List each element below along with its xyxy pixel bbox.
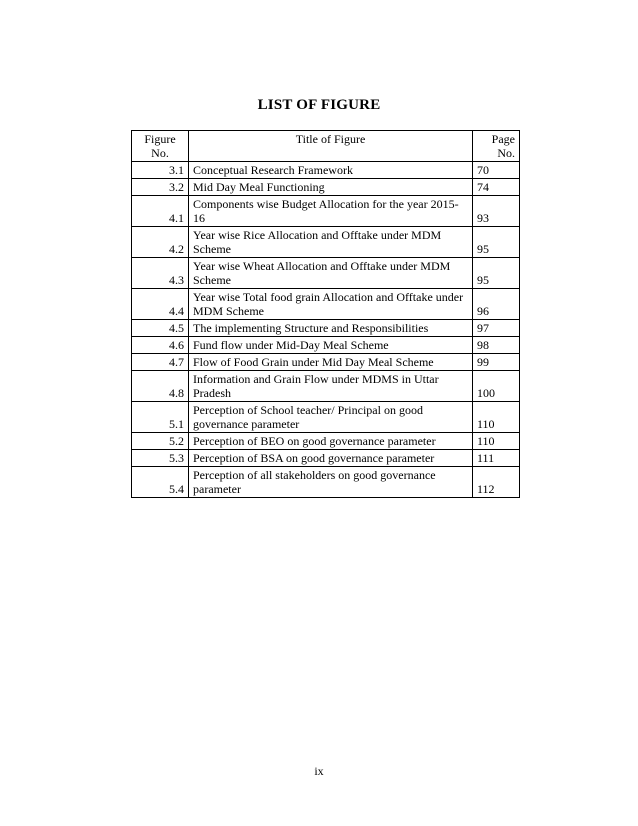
- figure-page: 111: [473, 450, 520, 467]
- figure-title: Mid Day Meal Functioning: [189, 179, 473, 196]
- table-row: [132, 450, 520, 467]
- figure-number: 5.1: [132, 402, 189, 433]
- header-figure-no: [132, 131, 189, 162]
- header-page-no-line2: No.: [497, 146, 515, 160]
- figure-page: 98: [473, 337, 520, 354]
- table-row: [132, 467, 520, 498]
- figure-number: 4.4: [132, 289, 189, 320]
- table-row: [132, 337, 520, 354]
- figure-page: 95: [473, 258, 520, 289]
- table-row: [132, 289, 520, 320]
- figure-title: Year wise Wheat Allocation and Offtake under MDM Scheme: [189, 258, 473, 289]
- figure-title: Perception of BEO on good governance parameter: [189, 433, 473, 450]
- figure-number: 4.6: [132, 337, 189, 354]
- figure-number: 3.2: [132, 179, 189, 196]
- page-title: LIST OF FIGURE: [257, 97, 381, 113]
- figure-page: 100: [473, 371, 520, 402]
- header-page-no: [473, 131, 520, 162]
- header-page-no-line1: Page: [491, 132, 515, 146]
- figure-number: 4.2: [132, 227, 189, 258]
- figure-list-table: [131, 130, 520, 498]
- figure-number: 4.5: [132, 320, 189, 337]
- figure-number: 5.4: [132, 467, 189, 498]
- table-row: [132, 162, 520, 179]
- figure-title: Fund flow under Mid-Day Meal Scheme: [189, 337, 473, 354]
- table-row: [132, 402, 520, 433]
- figure-page: 112: [473, 467, 520, 498]
- figure-page: 99: [473, 354, 520, 371]
- table-row: [132, 320, 520, 337]
- figure-number: 4.3: [132, 258, 189, 289]
- figure-number: 4.8: [132, 371, 189, 402]
- figure-title: Year wise Total food grain Allocation and Offtake under MDM Scheme: [189, 289, 473, 320]
- figure-number: 4.7: [132, 354, 189, 371]
- table-row: [132, 371, 520, 402]
- figure-number: 3.1: [132, 162, 189, 179]
- header-figure-no-line1: Figure: [144, 132, 176, 146]
- figure-page: 95: [473, 227, 520, 258]
- figure-title: Components wise Budget Allocation for the year 2015-16: [189, 196, 473, 227]
- header-figure-no-line2: No.: [151, 146, 169, 160]
- table-row: [132, 227, 520, 258]
- table-row: [132, 196, 520, 227]
- table-row: [132, 433, 520, 450]
- figure-page: 96: [473, 289, 520, 320]
- figure-number: 5.3: [132, 450, 189, 467]
- figure-title: Conceptual Research Framework: [189, 162, 473, 179]
- figure-title: Perception of School teacher/ Principal on good governance parameter: [189, 402, 473, 433]
- table-header-row: [132, 131, 520, 162]
- figure-number: 4.1: [132, 196, 189, 227]
- page-number: ix: [314, 764, 324, 778]
- figure-title: Year wise Rice Allocation and Offtake under MDM Scheme: [189, 227, 473, 258]
- figure-title: Flow of Food Grain under Mid Day Meal Scheme: [189, 354, 473, 371]
- figure-number: 5.2: [132, 433, 189, 450]
- figure-page: 110: [473, 402, 520, 433]
- table-row: [132, 179, 520, 196]
- header-title: Title of Figure: [189, 131, 473, 162]
- figure-page: 110: [473, 433, 520, 450]
- figure-page: 93: [473, 196, 520, 227]
- figure-page: 97: [473, 320, 520, 337]
- table-row: [132, 354, 520, 371]
- table-row: [132, 258, 520, 289]
- figure-title: Perception of all stakeholders on good governance parameter: [189, 467, 473, 498]
- table-body: [132, 162, 520, 498]
- figure-title: Perception of BSA on good governance parameter: [189, 450, 473, 467]
- figure-title: Information and Grain Flow under MDMS in Uttar Pradesh: [189, 371, 473, 402]
- figure-page: 74: [473, 179, 520, 196]
- figure-title: The implementing Structure and Responsibilities: [189, 320, 473, 337]
- figure-page: 70: [473, 162, 520, 179]
